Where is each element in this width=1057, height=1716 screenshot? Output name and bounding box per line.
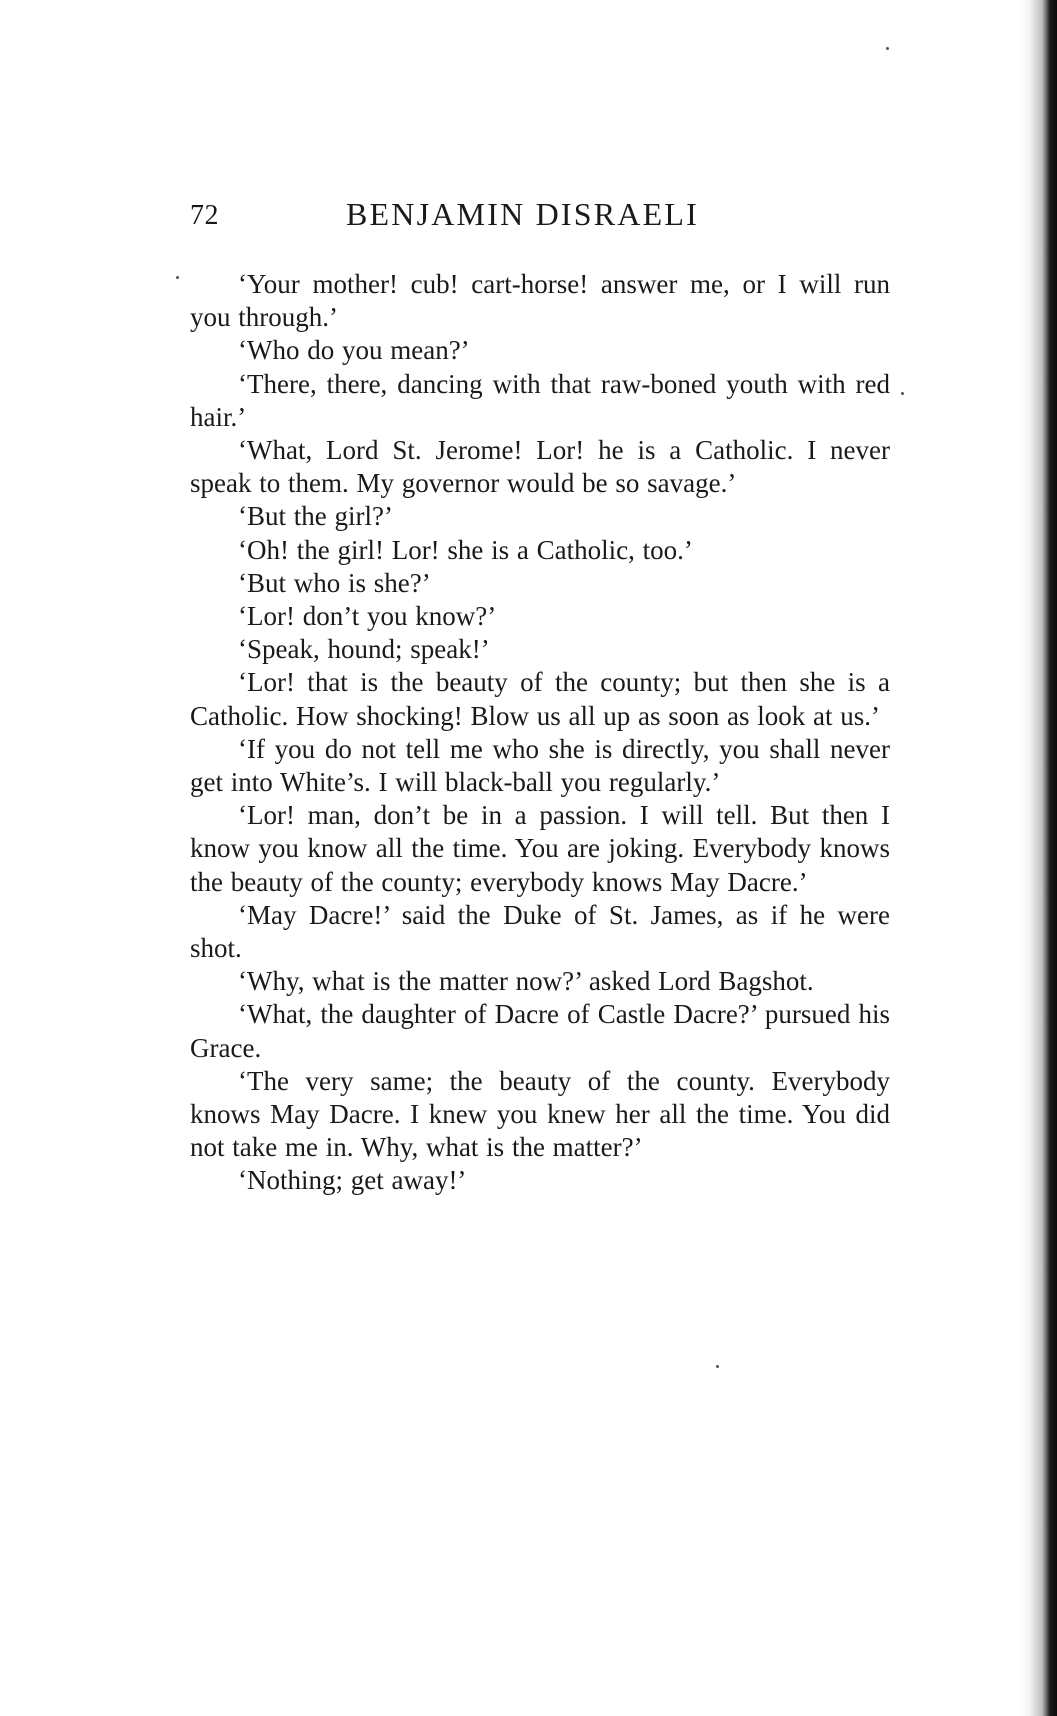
page-binding-shadow [1018, 0, 1057, 1716]
paragraph: ‘Oh! the girl! Lor! she is a Catholic, too.’ [238, 534, 693, 565]
paragraph: ‘May Dacre!’ said the Duke of St. James, as if he were shot. [190, 899, 890, 964]
paragraph: ‘Lor! that is the beauty of the county; but then she is a Catholic. How shocking! Blow us all up as soon as look at us.’ [190, 667, 890, 731]
paragraph: ‘Lor! man, don’t be in a passion. I will tell. But then I know you know all the time. You are joking. Everybody knows the beauty of the county; everybody knows May Dacre.’ [190, 800, 890, 897]
paragraph: ‘What, the daughter of Dacre of Castle Dacre?’ pursued his Grace. [190, 999, 890, 1063]
paragraph: ‘If you do not tell me who she is directly, you shall never get into White’s. I will black-ball you regularly.’ [190, 733, 890, 798]
paragraph: ‘There, there, dancing with that raw-boned youth with red hair.’ [190, 368, 890, 432]
paragraph: ‘The very same; the beauty of the county. Everybody knows May Dacre. I knew you knew her all the time. You did not take me in. Why, what is the matter?’ [190, 1065, 890, 1163]
paragraph: ‘Why, what is the matter now?’ asked Lord Bagshot. [238, 966, 814, 997]
scan-speck [716, 1365, 719, 1368]
paragraph: ‘Lor! don’t you know?’ [238, 601, 497, 632]
running-head [190, 196, 750, 240]
scan-speck [176, 276, 179, 279]
paragraph: ‘Speak, hound; speak!’ [238, 634, 490, 665]
paragraph: ‘Nothing; get away!’ [238, 1165, 467, 1196]
body-text [190, 268, 890, 1198]
scan-speck [886, 47, 889, 50]
paragraph: ‘But the girl?’ [238, 501, 393, 532]
book-title: BENJAMIN DISRAELI [346, 196, 699, 232]
paragraph: ‘Your mother! cub! cart-horse! answer me, or I will run you through.’ [190, 269, 890, 333]
page-number: 72 [190, 200, 219, 231]
paragraph: ‘What, Lord St. Jerome! Lor! he is a Catholic. I never speak to them. My governor would be so savage.’ [190, 435, 890, 499]
paragraph: ‘But who is she?’ [238, 567, 431, 598]
paragraph: ‘Who do you mean?’ [238, 335, 470, 366]
scan-speck [901, 392, 904, 395]
